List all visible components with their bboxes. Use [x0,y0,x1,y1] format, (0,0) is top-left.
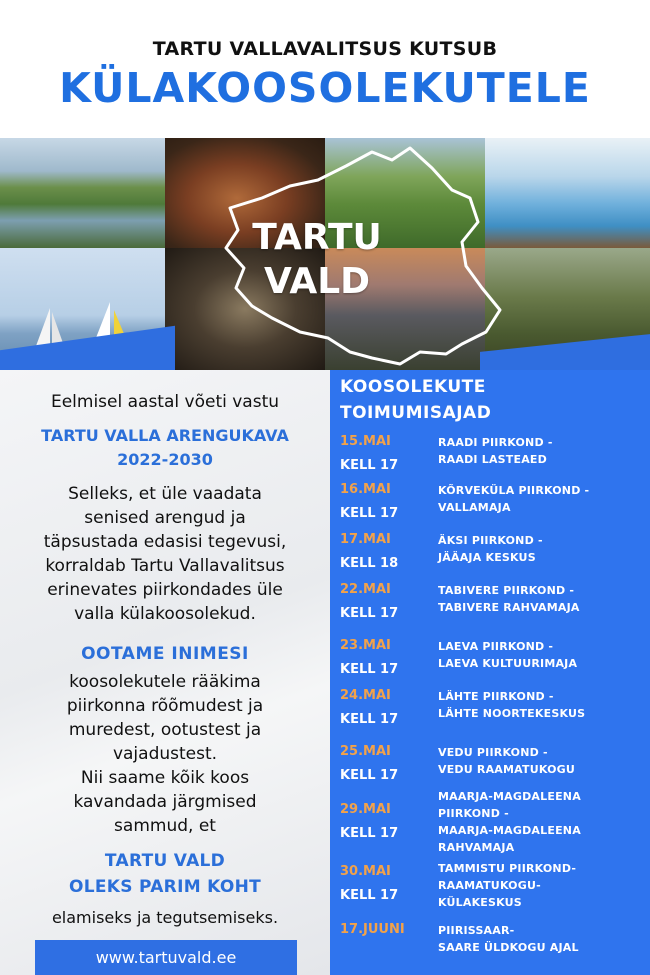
logo-line-1: TARTU [252,217,382,258]
schedule-title-line-1: KOOSOLEKUTE [340,377,486,397]
event-time: KELL 17 [340,662,399,677]
event-location: LAEVA PIIRKOND - LAEVA KULTUURIMAJA [438,640,578,670]
event-date: 15.MAI [340,434,391,449]
body-line: koosolekutele rääkima [69,672,261,692]
intro-text: Eelmisel aastal võeti vastu [50,392,280,412]
body-line: senised arengud ja [84,508,246,528]
event-time: KELL 17 [340,458,399,473]
event-time: KELL 18 [340,556,399,571]
slogan-line-2: OLEKS PARIM KOHT [68,877,262,897]
event-date: 16.MAI [340,482,391,497]
headline: KÜLAKOOSOLEKUTELE [59,64,591,112]
body-line: erinevates piirkondades üle [47,580,283,600]
photo-collage [0,138,650,370]
event-location: PIIRISSAAR- SAARE ÜLDKOGU AJAL [438,924,579,954]
invitation-heading: OOTAME INIMESI [81,644,249,664]
event-date: 30.MAI [340,864,391,879]
event-date: 17.MAI [340,532,391,547]
event-date: 25.MAI [340,744,391,759]
event-time: KELL 17 [340,606,399,621]
event-location: RAADI PIIRKOND - RAADI LASTEAED [438,436,553,466]
event-time: KELL 17 [340,888,399,903]
event-location: MAARJA-MAGDALEENA PIIRKOND - MAARJA-MAGDALEENA RAHVAMAJA [438,790,581,854]
website-url[interactable]: www.tartuvald.ee [95,948,237,967]
event-date: 17.JUUNI [340,922,405,937]
body-line: kavandada järgmised [73,792,257,812]
schedule-title [340,374,491,426]
event-time: KELL 17 [340,712,399,727]
event-location: ÄKSI PIIRKOND - JÄÄAJA KESKUS [438,534,543,564]
header [0,0,650,138]
event-location: TAMMISTU PIIRKOND- RAAMATUKOGU- KÜLAKESKUS [438,862,577,909]
event-time: KELL 17 [340,826,399,841]
body-line: korraldab Tartu Vallavalitsus [45,556,285,576]
website-link[interactable] [35,940,297,975]
event-location: KÕRVEKÜLA PIIRKOND - VALLAMAJA [438,484,590,514]
slogan-line-1: TARTU VALD [104,851,226,871]
body-line: sammud, et [114,816,216,836]
event-date: 29.MAI [340,802,391,817]
event-time: KELL 17 [340,768,399,783]
purpose-paragraph [0,482,330,626]
event-location: LÄHTE PIIRKOND - LÄHTE NOORTEKESKUS [438,690,586,720]
closing-text: elamiseks ja tegutsemiseks. [51,908,279,927]
event-time: KELL 17 [340,506,399,521]
event-date: 24.MAI [340,688,391,703]
body-line: vajadustest. [112,744,218,764]
body-line: muredest, ootustest ja [68,720,262,740]
body-line: täpsustada edasisi tegevusi, [43,532,287,552]
logo-line-2: VALD [263,261,371,302]
body-line: Nii saame kõik koos [80,768,250,788]
schedule-title-line-2: TOIMUMISAJAD [340,403,492,423]
body-line: valla külakoosolekud. [74,604,256,624]
invitation-paragraph [0,670,330,838]
event-location: VEDU PIIRKOND - VEDU RAAMATUKOGU [438,746,575,776]
slogan-heading [0,848,330,900]
kicker-text: TARTU VALLAVALITSUS KUTSUB [152,38,498,60]
event-location: TABIVERE PIIRKOND - TABIVERE RAHVAMAJA [438,584,580,614]
intro-panel [0,370,330,975]
schedule-panel [330,370,650,975]
plan-line-1: TARTU VALLA ARENGUKAVA [41,426,289,445]
tartu-vald-logo [232,216,402,304]
body-line: piirkonna rõõmudest ja [66,696,264,716]
plan-line-2: 2022-2030 [117,450,213,469]
development-plan-heading [0,424,330,472]
event-date: 22.MAI [340,582,391,597]
event-date: 23.MAI [340,638,391,653]
body-line: Selleks, et üle vaadata [68,484,262,504]
